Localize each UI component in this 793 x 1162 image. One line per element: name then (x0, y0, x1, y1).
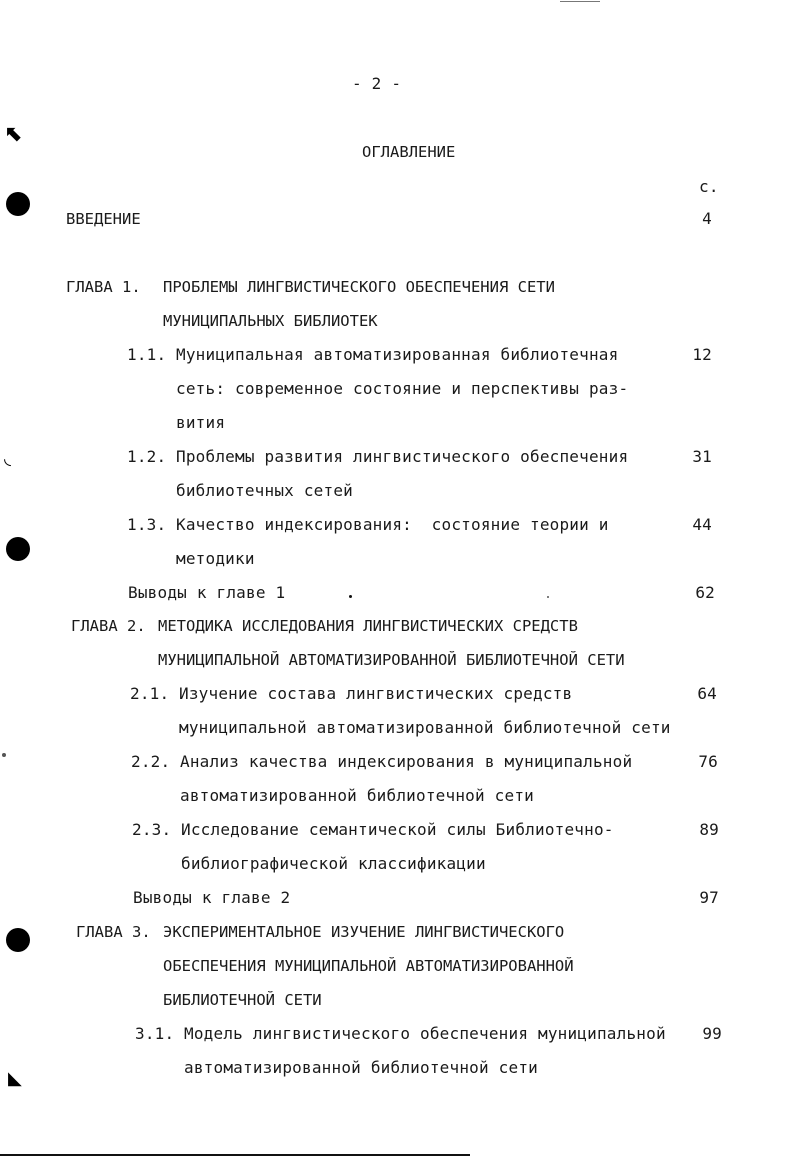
toc-entry-intro-page: 4 (702, 209, 712, 228)
section-1-3-line2: методики (176, 549, 255, 568)
scan-speck (2, 753, 6, 757)
section-1-3-page: 44 (692, 515, 712, 534)
scan-edge-line (560, 1, 600, 2)
section-2-1-line1: Изучение состава лингвистических средств (179, 684, 573, 703)
chapter2-conclusion-page: 97 (699, 888, 719, 907)
section-3-1-line2: автоматизированной библиотечной сети (184, 1058, 538, 1077)
chapter3-title-line2: ОБЕСПЕЧЕНИЯ МУНИЦИПАЛЬНОЙ АВТОМАТИЗИРОВАННОЙ (163, 957, 574, 975)
chapter3-prefix: ГЛАВА 3. (76, 923, 151, 941)
section-1-1-page: 12 (692, 345, 712, 364)
punch-hole (6, 192, 30, 216)
section-1-2-number: 1.2. (127, 447, 167, 466)
binding-mark: ◟ (4, 448, 11, 469)
binding-mark: ⬉ (5, 122, 24, 147)
page-number: - 2 - (352, 74, 402, 93)
section-2-1-line2: муниципальной автоматизированной библиотечной сети (179, 718, 671, 737)
section-2-3-line2: библиографической классификации (181, 854, 486, 873)
section-2-2-line1: Анализ качества индексирования в муниципальной (180, 752, 633, 771)
section-3-1-number: 3.1. (135, 1024, 175, 1043)
section-2-3-page: 89 (699, 820, 719, 839)
section-2-2-page: 76 (698, 752, 718, 771)
section-1-2-page: 31 (692, 447, 712, 466)
chapter1-conclusion-page: 62 (695, 583, 715, 602)
section-2-2-number: 2.2. (131, 752, 171, 771)
section-1-1-number: 1.1. (127, 345, 167, 364)
chapter1-title-line1: ПРОБЛЕМЫ ЛИНГВИСТИЧЕСКОГО ОБЕСПЕЧЕНИЯ СЕТИ (163, 278, 555, 296)
section-2-1-number: 2.1. (130, 684, 170, 703)
section-1-1-line2: сеть: современное состояние и перспективы раз- (176, 379, 629, 398)
chapter2-conclusion-title: Выводы к главе 2 (133, 888, 291, 907)
section-3-1-page: 99 (702, 1024, 722, 1043)
section-1-1-line3: вития (176, 413, 226, 432)
chapter2-title-line2: МУНИЦИПАЛЬНОЙ АВТОМАТИЗИРОВАННОЙ БИБЛИОТЕЧНОЙ СЕТИ (158, 651, 625, 669)
scan-speck (547, 596, 549, 598)
section-1-1-line1: Муниципальная автоматизированная библиотечная (176, 345, 619, 364)
section-2-2-line2: автоматизированной библиотечной сети (180, 786, 534, 805)
section-1-2-line1: Проблемы развития лингвистического обеспечения (176, 447, 629, 466)
chapter1-title-line2: МУНИЦИПАЛЬНЫХ БИБЛИОТЕК (163, 312, 378, 330)
section-3-1-line1: Модель лингвистического обеспечения муниципальной (184, 1024, 666, 1043)
scan-edge-line (0, 1154, 470, 1156)
chapter3-title-line1: ЭКСПЕРИМЕНТАЛЬНОЕ ИЗУЧЕНИЕ ЛИНГВИСТИЧЕСКОГО (163, 923, 565, 941)
section-2-3-line1: Исследование семантической силы Библиотечно- (181, 820, 614, 839)
chapter1-prefix: ГЛАВА 1. (66, 278, 141, 296)
section-2-1-page: 64 (697, 684, 717, 703)
toc-entry-intro-title: ВВЕДЕНИЕ (66, 210, 141, 228)
toc-title: ОГЛАВЛЕНИЕ (362, 143, 456, 161)
section-1-2-line2: библиотечных сетей (176, 481, 353, 500)
section-2-3-number: 2.3. (132, 820, 172, 839)
chapter2-title-line1: МЕТОДИКА ИССЛЕДОВАНИЯ ЛИНГВИСТИЧЕСКИХ СРЕДСТВ (158, 617, 578, 635)
chapter1-conclusion-title: Выводы к главе 1 (128, 583, 286, 602)
chapter3-title-line3: БИБЛИОТЕЧНОЙ СЕТИ (163, 991, 322, 1009)
section-1-3-number: 1.3. (127, 515, 167, 534)
punch-hole (6, 537, 30, 561)
page-column-label: с. (699, 177, 719, 196)
punch-hole (6, 928, 30, 952)
section-1-3-line1: Качество индексирования: состояние теории и (176, 515, 609, 534)
binding-mark: ◣ (8, 1068, 22, 1089)
chapter2-prefix: ГЛАВА 2. (71, 617, 146, 635)
scan-speck (349, 595, 352, 598)
